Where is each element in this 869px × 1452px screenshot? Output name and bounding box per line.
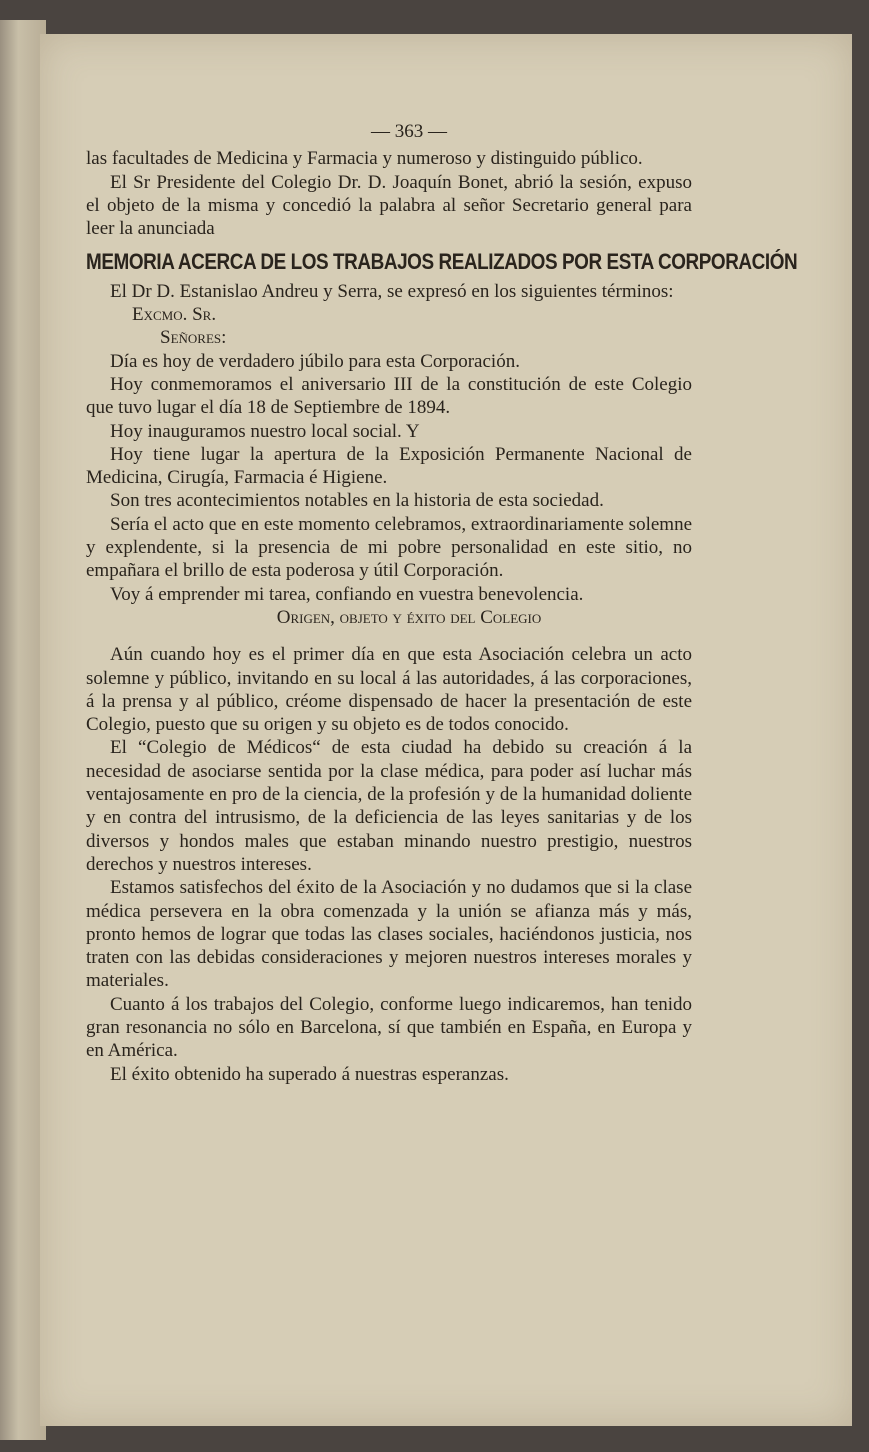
- paragraph-intro-1: las facultades de Medicina y Farmacia y numeroso y distinguido público.: [86, 148, 643, 170]
- paragraph-12: El éxito obtenido ha superado á nuestras esperanzas.: [110, 1063, 509, 1085]
- section-title: Origen, objeto y éxito del Colegio: [276, 606, 542, 628]
- paragraph-2: Hoy conmemoramos el aniversario III de la constitución de este Colegio que tuvo lugar el día 18 de Septiembre de 1894.: [86, 373, 692, 419]
- paragraph-8: Aún cuando hoy es el primer día en que esta Asociación celebra un acto solemne y público, invitando en su local á las autoridades, á las corporaciones, á la prensa y al público, créome dispensado de hacer la presentación de este Colegio, puesto que su origen y su objeto es de todos conocido.: [86, 644, 692, 736]
- memoria-heading: MEMORIA ACERCA DE LOS TRABAJOS REALIZADOS POR ESTA CORPORACIÓN: [86, 249, 798, 275]
- greeting-excmo: Excmo. Sr.: [132, 304, 217, 326]
- paragraph-1: Día es hoy de verdadero júbilo para esta Corporación.: [110, 350, 520, 372]
- paragraph-intro-2: El Sr Presidente del Colegio Dr. D. Joaquín Bonet, abrió la sesión, expuso el objeto de la misma y concedió la palabra al señor Secretario general para leer la anunciada: [86, 171, 692, 240]
- paragraph-6: Sería el acto que en este momento celebramos, extraordinariamente solemne y explendente, si la presencia de mi pobre personalidad en este sitio, no empañara el brillo de esta poderosa y útil Corporación.: [86, 513, 692, 582]
- paragraph-10: Estamos satisfechos del éxito de la Asociación y no dudamos que si la clase médica persevera en la obra comenzada y la unión se afianza más y más, pronto hemos de lograr que todas las clases sociales, haciéndonos justicia, nos traten con las debidas consideraciones y mejoren nuestros intereses morales y materiales.: [86, 877, 692, 992]
- paragraph-9: El “Colegio de Médicos“ de esta ciudad ha debido su creación á la necesidad de asociarse sentida por la clase médica, para poder así luchar más ventajosamente en pro de la ciencia, de la profesión y de la humanidad doliente y en contra del intrusismo, de la deficiencia de las leyes sanitarias y de los diversos y hondos males que estaban minando nuestro prestigio, nuestros derechos y nuestros intereses.: [86, 737, 692, 875]
- page-text: [86, 120, 798, 1086]
- paragraph-11: Cuanto á los trabajos del Colegio, conforme luego indicaremos, han tenido gran resonancia no sólo en Barcelona, sí que también en España, en Europa y en América.: [86, 993, 692, 1062]
- page-number: — 363 —: [371, 121, 447, 142]
- paragraph-3: Hoy inauguramos nuestro local social. Y: [110, 420, 420, 442]
- paragraph-5: Son tres acontecimientos notables en la historia de esta sociedad.: [110, 490, 604, 512]
- paragraph-4: Hoy tiene lugar la apertura de la Exposición Permanente Nacional de Medicina, Cirugía, Farmacia é Higiene.: [86, 443, 692, 489]
- greeting-senores: Señores:: [160, 327, 227, 349]
- paragraph-7: Voy á emprender mi tarea, confiando en vuestra benevolencia.: [110, 583, 584, 605]
- paragraph-speaker: El Dr D. Estanislao Andreu y Serra, se expresó en los siguientes términos:: [110, 280, 674, 302]
